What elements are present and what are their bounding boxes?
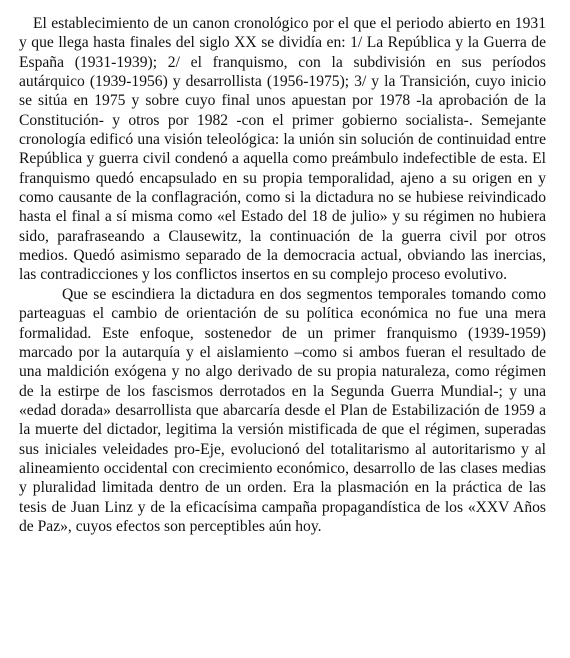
- paragraph-2: Que se escindiera la dictadura en dos segmentos temporales tomando como parteaguas el cambio de orientación de su política económica no fue una mera formalidad. Este enfoque, sostenedor de un primer franquismo (1939-1959) marcado por la autarquía y el aislamiento –como si ambos fueran el resultado de una maldición exógena y no algo derivado de su propia naturaleza, como régimen de la estirpe de los fascismos derrotados en la Segunda Guerra Mundial-; y una «edad dorada» desarrollista que abarcaría desde el Plan de Estabilización de 1959 a la muerte del dictador, legitima la versión mistificada de que el régimen, superadas sus iniciales veleidades pro-Eje, evolucionó del totalitarismo al autoritarismo y al alineamiento occidental con crecimiento económico, desarrollo de las clases medias y pluralidad limitada dentro de un orden. Era la plasmación en la práctica de las tesis de Juan Linz y de la eficacísima campaña propagandística de los «XXV Años de Paz», cuyos efectos son perceptibles aún hoy.: [19, 285, 546, 535]
- paragraph-1: El establecimiento de un canon cronológico por el que el periodo abierto en 1931 y que llega hasta finales del siglo XX se dividía en: 1/ La República y la Guerra de España (1931-1939); 2/ el franquismo, con la subdivisión en sus períodos autárquico (1939-1956) y desarrollista (1956-1975); 3/ y la Transición, cuyo inicio se sitúa en 1975 y sobre cuyo final unos apuestan por 1978 -la aprobación de la Constitución- y otros por 1982 -con el primer gobierno socialista-. Semejante cronología edificó una visión teleológica: la unión sin solución de continuidad entre República y guerra civil condenó a aquella como preámbulo indefectible de esta. El franquismo quedó encapsulado en su propia temporalidad, ajeno a su origen en y como causante de la conflagración, como si la dictadura no se hubiese reivindicado hasta el final a sí misma como «el Estado del 18 de julio» y su régimen no hubiera sido, parafraseando a Clausewitz, la continuación de la guerra civil por otros medios. Quedó asimismo separado de la democracia actual, obviando las inercias, las contradicciones y los conflictos insertos en su complejo proceso evolutivo.: [19, 15, 546, 284]
- document-page: [19, 14, 546, 536]
